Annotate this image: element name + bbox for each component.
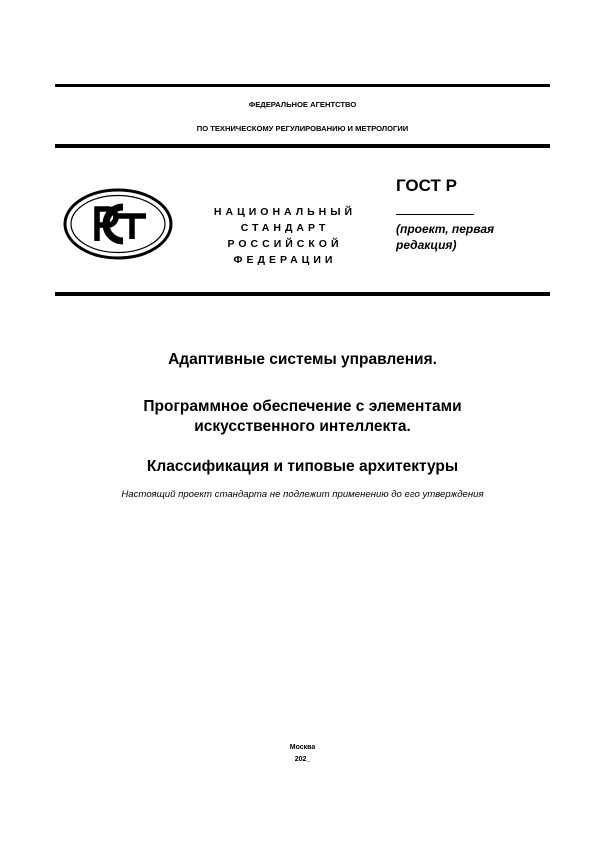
draft-status (396, 221, 546, 253)
national-label-line-1: НАЦИОНАЛЬНЫЙ (213, 206, 357, 218)
body-rule (55, 292, 550, 296)
publication-city: Москва (289, 744, 316, 751)
title-line-2: Программное обеспечение с элементами (143, 398, 462, 415)
top-rule (55, 84, 550, 87)
national-label-line-2: СТАНДАРТ (240, 222, 330, 234)
national-label-line-3: РОССИЙСКОЙ (227, 238, 343, 250)
header-rule (55, 144, 550, 148)
publication-year: 202_ (294, 756, 311, 763)
title-line-4: Классификация и типовые архитектуры (146, 458, 459, 475)
standard-number-line (396, 214, 474, 215)
title-line-3: искусственного интеллекта. (194, 418, 411, 435)
draft-note: Настоящий проект стандарта не подлежит применению до его утверждения (121, 489, 484, 500)
title-line-1: Адаптивные системы управления. (168, 351, 437, 368)
agency-line-2: ПО ТЕХНИЧЕСКОМУ РЕГУЛИРОВАНИЮ И МЕТРОЛОГИИ (196, 124, 409, 133)
draft-status-line-2: редакция) (396, 238, 457, 252)
draft-status-line-1: (проект, первая (396, 222, 495, 236)
standard-code: ГОСТ Р (396, 176, 457, 195)
agency-line-1: ФЕДЕРАЛЬНОЕ АГЕНТСТВО (248, 100, 357, 109)
rst-certification-logo-icon (63, 187, 173, 261)
national-label-line-4: ФЕДЕРАЦИИ (233, 254, 337, 266)
